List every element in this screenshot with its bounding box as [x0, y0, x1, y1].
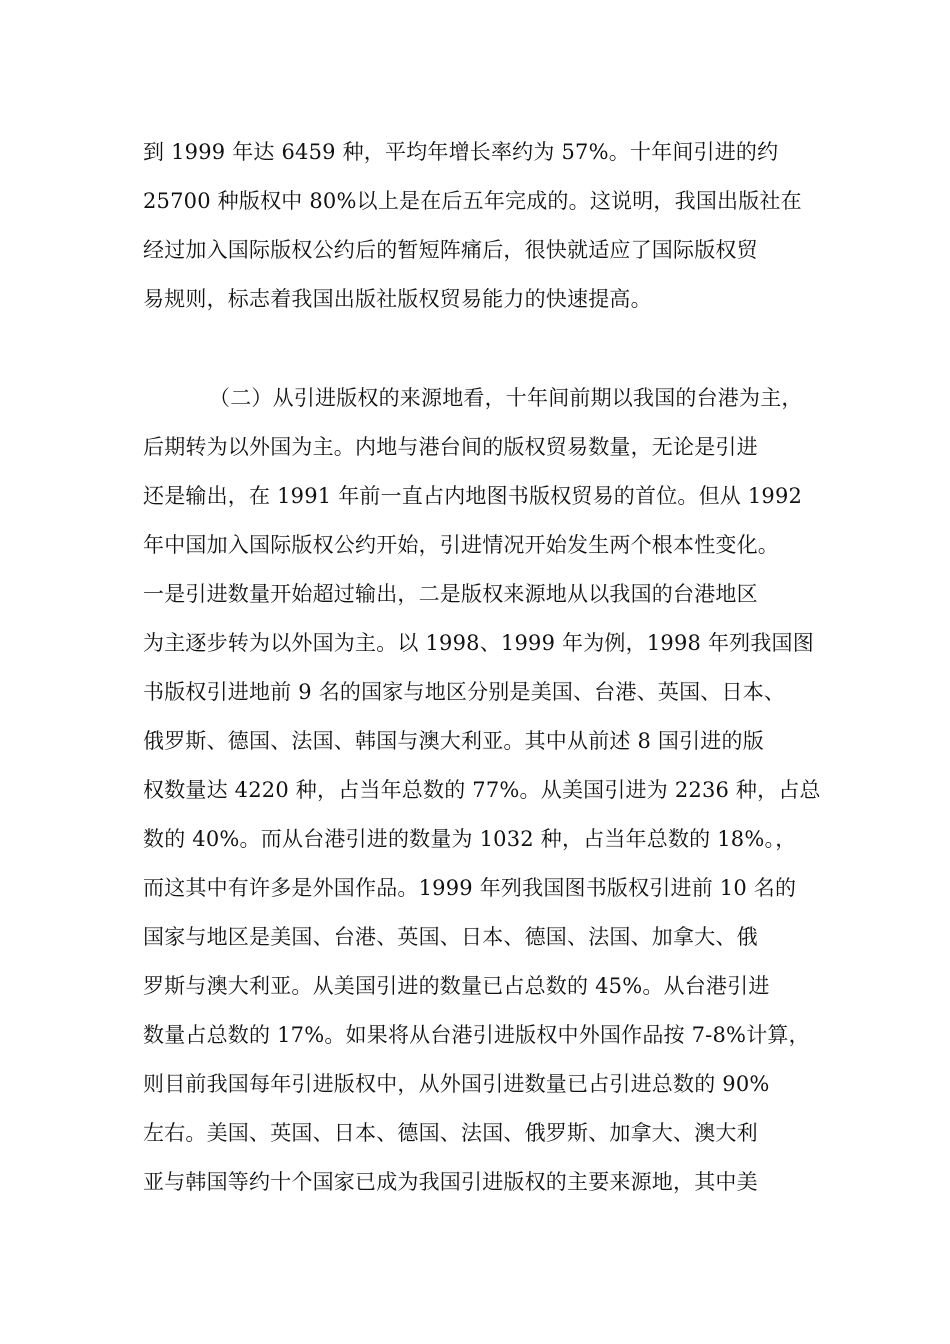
paragraph-2-line-1: （二）从引进版权的来源地看，十年间前期以我国的台港为主，: [209, 386, 803, 410]
paragraph-1-line-1: 到 1999 年达 6459 种，平均年增长率约为 57%。十年间引进的约: [143, 140, 779, 164]
paragraph-2-line-7: 书版权引进地前 9 名的国家与地区分别是美国、台港、英国、日本、: [143, 680, 786, 704]
paragraph-2-line-2: 后期转为以外国为主。内地与港台间的版权贸易数量，无论是引进: [143, 435, 758, 459]
paragraph-2-line-4: 年中国加入国际版权公约开始，引进情况开始发生两个根本性变化。: [143, 533, 779, 557]
paragraph-2-line-9: 权数量达 4220 种，占当年总数的 77%。从美国引进为 2236 种，占总: [143, 778, 821, 802]
paragraph-2-line-13: 罗斯与澳大利亚。从美国引进的数量已占总数的 45%。从台港引进: [143, 974, 770, 998]
paragraph-2-line-17: 亚与韩国等约十个国家已成为我国引进版权的主要来源地，其中美: [143, 1170, 758, 1194]
paragraph-1-line-4: 易规则，标志着我国出版社版权贸易能力的快速提高。: [143, 287, 652, 311]
paragraph-1-line-2: 25700 种版权中 80%以上是在后五年完成的。这说明，我国出版社在: [143, 189, 802, 213]
paragraph-2-line-12: 国家与地区是美国、台港、英国、日本、德国、法国、加拿大、俄: [143, 925, 758, 949]
paragraph-2-line-3: 还是输出，在 1991 年前一直占内地图书版权贸易的首位。但从 1992: [143, 484, 803, 508]
paragraph-2-line-16: 左右。美国、英国、日本、德国、法国、俄罗斯、加拿大、澳大利: [143, 1121, 758, 1145]
paragraph-1-line-3: 经过加入国际版权公约后的暂短阵痛后，很快就适应了国际版权贸: [143, 238, 758, 262]
paragraph-2-line-10: 数的 40%。而从台港引进的数量为 1032 种，占当年总数的 18%。，: [143, 827, 797, 851]
paragraph-2-line-14: 数量占总数的 17%。如果将从台港引进版权中外国作品按 7-8%计算，: [143, 1023, 810, 1047]
paragraph-2-line-8: 俄罗斯、德国、法国、韩国与澳大利亚。其中从前述 8 国引进的版: [143, 729, 764, 753]
paragraph-2-line-11: 而这其中有许多是外国作品。1999 年列我国图书版权引进前 10 名的: [143, 876, 797, 900]
paragraph-2-line-6: 为主逐步转为以外国为主。以 1998、1999 年为例，1998 年列我国图: [143, 631, 814, 655]
paragraph-2-line-15: 则目前我国每年引进版权中，从外国引进数量已占引进总数的 90%: [143, 1072, 770, 1096]
paragraph-2-line-5: 一是引进数量开始超过输出，二是版权来源地从以我国的台港地区: [143, 582, 758, 606]
